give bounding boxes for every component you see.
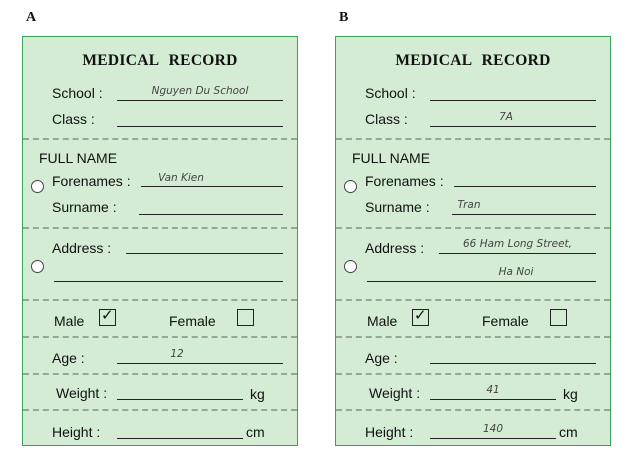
class-field-line[interactable] <box>430 126 596 127</box>
school-field-line[interactable] <box>430 100 596 101</box>
divider <box>336 227 610 229</box>
medical-record-card-a <box>22 36 298 446</box>
female-label: Female <box>482 313 529 329</box>
address-line-1[interactable] <box>126 253 283 254</box>
divider <box>23 227 297 229</box>
class-label: Class : <box>52 111 95 127</box>
surname-label: Surname : <box>52 199 117 215</box>
divider <box>336 409 610 411</box>
card-title: MEDICAL RECORD <box>82 52 238 69</box>
panel-b-letter: B <box>339 10 349 25</box>
medical-record-card-b <box>335 36 611 446</box>
binder-hole <box>31 260 44 273</box>
weight-field-line[interactable] <box>430 399 556 400</box>
school-label: School : <box>365 85 416 101</box>
kg-unit: kg <box>250 386 265 402</box>
age-label: Age : <box>52 350 85 366</box>
height-field-line[interactable] <box>117 438 243 439</box>
female-checkbox[interactable] <box>237 309 254 326</box>
divider <box>336 373 610 375</box>
surname-field-line[interactable] <box>139 214 283 215</box>
forenames-field-line[interactable] <box>141 186 283 187</box>
weight-label: Weight : <box>56 385 108 401</box>
address-label: Address : <box>52 240 112 256</box>
female-label: Female <box>169 313 216 329</box>
surname-field-line[interactable] <box>452 214 596 215</box>
surname-label: Surname : <box>365 199 430 215</box>
male-checkbox[interactable] <box>99 306 116 326</box>
kg-unit: kg <box>563 386 578 402</box>
weight-field-line[interactable] <box>117 399 243 400</box>
male-label: Male <box>367 313 398 329</box>
divider <box>23 373 297 375</box>
female-checkbox[interactable] <box>550 309 567 326</box>
address-label: Address : <box>365 240 425 256</box>
school-label: School : <box>52 85 103 101</box>
male-label: Male <box>54 313 85 329</box>
panel-a-letter: A <box>26 10 37 25</box>
height-value: 140 <box>482 423 504 435</box>
age-field-line[interactable] <box>117 363 283 364</box>
cm-unit: cm <box>559 424 578 440</box>
check-mark-icon: ✓ <box>414 306 427 324</box>
forenames-value: Van Kien <box>158 172 204 184</box>
class-label: Class : <box>365 111 408 127</box>
divider <box>23 409 297 411</box>
weight-value: 41 <box>486 384 500 396</box>
forenames-label: Forenames : <box>52 173 131 189</box>
full-name-heading: FULL NAME <box>352 150 431 166</box>
binder-hole <box>344 260 357 273</box>
binder-hole <box>344 180 357 193</box>
height-field-line[interactable] <box>430 438 556 439</box>
divider <box>23 336 297 338</box>
height-label: Height : <box>52 424 101 440</box>
card-title: MEDICAL RECORD <box>395 52 551 69</box>
forenames-label: Forenames : <box>365 173 444 189</box>
divider <box>336 336 610 338</box>
divider <box>23 138 297 140</box>
age-field-line[interactable] <box>430 363 596 364</box>
male-checkbox[interactable] <box>412 306 429 326</box>
school-field-line[interactable] <box>117 100 283 101</box>
class-value: 7A <box>499 111 513 123</box>
school-value: Nguyen Du School <box>151 85 249 97</box>
class-field-line[interactable] <box>117 126 283 127</box>
address-value-line-2: Ha Noi <box>498 266 534 278</box>
address-line-2[interactable] <box>367 281 596 282</box>
age-label: Age : <box>365 350 398 366</box>
address-value-line-1: 66 Ham Long Street, <box>463 238 572 250</box>
binder-hole <box>31 180 44 193</box>
address-line-1[interactable] <box>439 253 596 254</box>
divider <box>23 299 297 301</box>
cm-unit: cm <box>246 424 265 440</box>
address-line-2[interactable] <box>54 281 283 282</box>
forenames-field-line[interactable] <box>454 186 596 187</box>
height-label: Height : <box>365 424 414 440</box>
divider <box>336 138 610 140</box>
surname-value: Tran <box>457 199 481 211</box>
weight-label: Weight : <box>369 385 421 401</box>
check-mark-icon: ✓ <box>101 306 114 324</box>
age-value: 12 <box>170 348 184 360</box>
full-name-heading: FULL NAME <box>39 150 118 166</box>
divider <box>336 299 610 301</box>
